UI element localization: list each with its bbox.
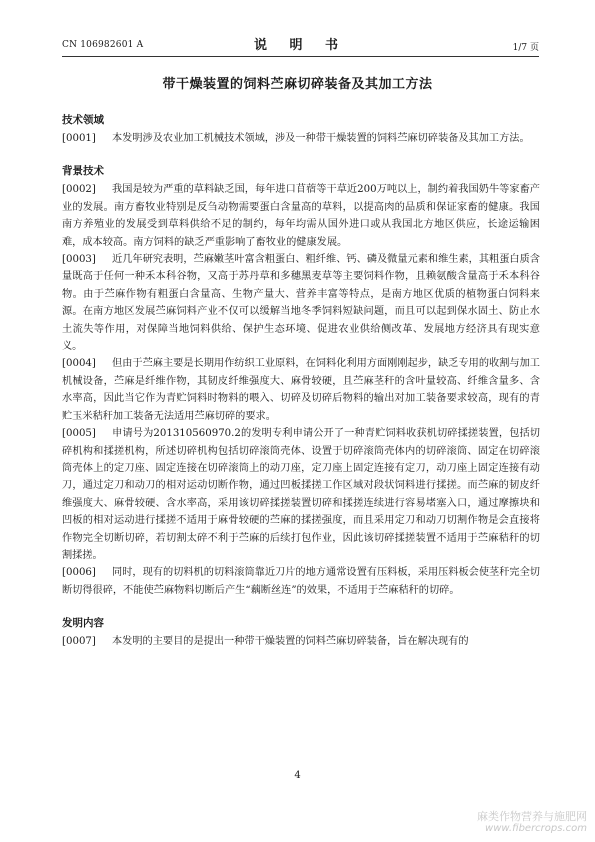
section-background (62, 163, 540, 599)
paragraph-text: 我国是较为严重的草料缺乏国，每年进口苜蓿等干草近200万吨以上，制约着我国奶牛等家畜产业的发展。南方畜牧业特别是反刍动物需要蛋白含量高的草料，以提高肉的品质和保证家畜的健康。我国南方养殖业的发展受到草料供给不足的制约，每年均需从国外进口或从我国北方地区供应，长途运输困难，成本较高。南方饲料的缺乏严重影响了畜牧业的健康发展。 (62, 184, 540, 248)
paragraph (62, 633, 540, 650)
section-heading: 背景技术 (62, 165, 104, 178)
watermark-text: 麻类作物营养与施肥网 (477, 810, 587, 823)
document-title: 带干燥装置的饲料苎麻切碎装备及其加工方法 (162, 77, 433, 92)
page-header (62, 30, 539, 57)
paragraph-text: 本发明的主要目的是提出一种带干燥装置的饲料苎麻切碎装备，旨在解决现有的 (112, 636, 469, 648)
page-indicator: 1/7 页 (512, 43, 539, 53)
paragraph (62, 130, 540, 147)
paragraph-number: [0005] (62, 428, 96, 440)
paragraph-text: 但由于苎麻主要是长期用作纺织工业原料，在饲料化利用方面刚刚起步，缺乏专用的收割与加工机械设备，苎麻是纤维作物，其韧皮纤维强度大、麻骨较硬，且苎麻茎秆的含叶量较高、纤维含量多、含水率高，因此当它作为青贮饲料时物料的喂入、切碎及切碎后物料的输出对加工装备要求较高，现有的青贮玉米秸秆加工装备无法适用苎麻切碎的要求。 (62, 358, 540, 422)
paragraph-number: [0007] (62, 636, 96, 648)
paragraph (62, 355, 540, 425)
paragraph-number: [0001] (62, 133, 96, 144)
watermark-url: www.fibercrops.com (485, 823, 587, 834)
document-id: CN 106982601 A (62, 40, 144, 50)
paragraph-text: 同时，现有的切料机的切料滚筒靠近刀片的地方通常设置有压料板，采用压料板会使茎秆完全切断切得很碎，不能使苎麻物料切断后产生“藕断丝连”的效果，不适用于苎麻秸秆的切碎。 (62, 567, 540, 596)
section-technical-field (62, 112, 540, 147)
section-heading: 技术领域 (62, 114, 104, 126)
paragraph (62, 181, 540, 251)
paragraph (62, 251, 540, 355)
paragraph-text: 近几年研究表明，苎麻嫩茎叶富含粗蛋白、粗纤维、钙、磷及微量元素和维生素，其粗蛋白质含量既高于任何一种禾本科谷物，又高于苏丹草和多穗黑麦草等主要饲料作物，且赖氨酸含量高于禾本科谷物。由于苎麻作物有粗蛋白含量高、生物产量大、营养丰富等特点，是南方地区优质的植物蛋白饲料来源。在南方地区发展苎麻饲料产业不仅可以缓解当地冬季饲料短缺问题，而且可以起到保水固土、防止水土流失等作用，对保障当地饲料供给、保护生态环境、促进农业供给侧改革、发展地方经济具有现实意义。 (62, 254, 540, 353)
paragraph-number: [0006] (62, 567, 96, 579)
document-body (62, 112, 540, 667)
header-title: 说 明 书 (253, 38, 348, 53)
section-summary (62, 615, 540, 650)
paragraph (62, 425, 540, 564)
paragraph-number: [0003] (62, 254, 96, 266)
paragraph-number: [0004] (62, 358, 96, 370)
section-heading: 发明内容 (62, 617, 104, 630)
paragraph-number: [0002] (62, 184, 96, 196)
paragraph-text: 本发明涉及农业加工机械技术领域，涉及一种带干燥装置的饲料苎麻切碎装备及其加工方法。 (112, 133, 530, 144)
paragraph (62, 564, 540, 599)
paragraph-text: 申请号为201310560970.2的发明专利申请公开了一种青贮饲料收获机切碎揉搓装置，包括切碎机构和揉搓机构，所述切碎机构包括切碎滚筒壳体、设置于切碎滚筒壳体内的切碎滚筒、固定在切碎滚筒壳体上的定刀座、固定连接在切碎滚筒上的动刀座，定刀座上固定连接有定刀，动刀座上固定连接有动刀，通过定刀和动刀的相对运动切断作物，通过凹板揉搓工作区域对段状饲料进行揉搓。而苎麻的韧皮纤维强度大、麻骨较硬、含水率高，采用该切碎揉搓装置切碎和揉搓连续进行容易堵塞入口，通过摩擦块和凹板的相对运动进行揉搓不适用于麻骨较硬的苎麻的揉搓强度，而且采用定刀和动刀切割作物是会直接将作物完全切断切碎，若切割太碎不利于苎麻的后续打包作业，因此该切碎揉搓装置不适用于苎麻秸秆的切割揉搓。 (62, 428, 540, 561)
page-number: 4 (294, 770, 301, 781)
